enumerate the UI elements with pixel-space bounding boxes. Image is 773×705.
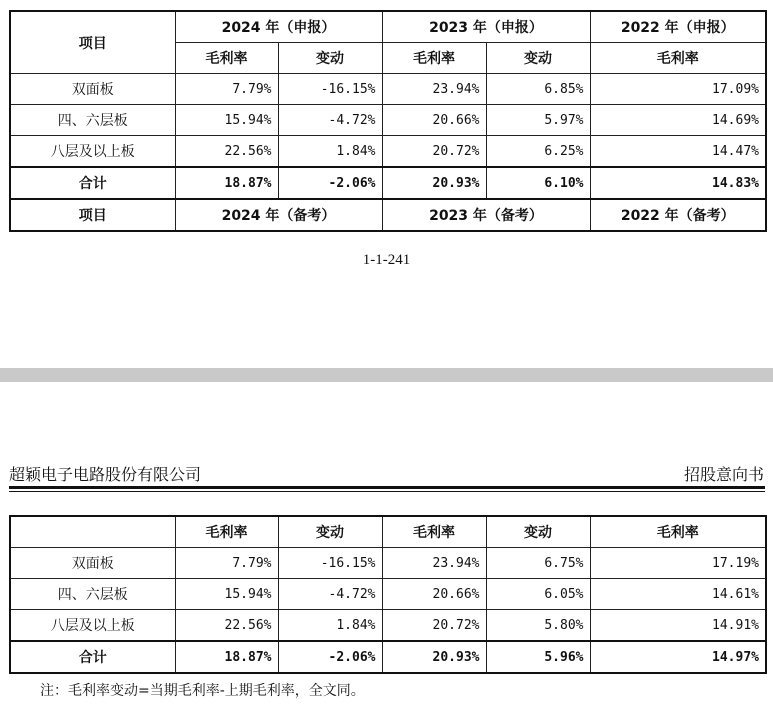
total-value: 14.97% (590, 641, 766, 673)
total-row (10, 641, 766, 673)
cell-value: 6.05% (486, 579, 590, 610)
cell-value: 6.25% (486, 136, 590, 168)
footer-item: 项目 (10, 199, 175, 231)
header-item: 项目 (10, 11, 175, 74)
cell-value: 7.79% (175, 548, 278, 579)
subheader: 毛利率 (175, 43, 278, 74)
cell-value: 14.47% (590, 136, 766, 168)
subheader: 变动 (278, 516, 382, 548)
footer-header-row (10, 199, 766, 231)
cell-value: -16.15% (278, 74, 382, 105)
row-label: 八层及以上板 (10, 610, 175, 642)
table-row (10, 548, 766, 579)
page-number: 1-1-241 (362, 252, 411, 268)
total-value: 18.87% (175, 167, 278, 199)
header-rule-thick (9, 486, 765, 489)
page-gap (0, 368, 773, 382)
cell-value: 15.94% (175, 579, 278, 610)
table-row (10, 74, 766, 105)
subheader: 变动 (486, 516, 590, 548)
header-rule-thin (9, 491, 765, 492)
cell-value: 20.66% (382, 105, 486, 136)
footnote: 注：毛利率变动=当期毛利率-上期毛利率，全文同。 (40, 683, 365, 699)
table-row (10, 579, 766, 610)
cell-value: -16.15% (278, 548, 382, 579)
cell-value: 20.66% (382, 579, 486, 610)
header-year-2022: 2022 年（申报） (590, 11, 766, 43)
footer-year-2024: 2024 年（备考） (175, 199, 382, 231)
cell-value: 1.84% (278, 610, 382, 642)
total-label: 合计 (10, 167, 175, 199)
total-value: 18.87% (175, 641, 278, 673)
header-empty (10, 516, 175, 548)
cell-value: 15.94% (175, 105, 278, 136)
cell-value: 22.56% (175, 610, 278, 642)
header-year-2024: 2024 年（申报） (175, 11, 382, 43)
cell-value: 20.72% (382, 610, 486, 642)
total-label: 合计 (10, 641, 175, 673)
cell-value: 23.94% (382, 74, 486, 105)
cell-value: -4.72% (278, 105, 382, 136)
cell-value: -4.72% (278, 579, 382, 610)
row-label: 四、六层板 (10, 579, 175, 610)
total-row (10, 167, 766, 199)
row-label: 双面板 (10, 548, 175, 579)
subheader: 毛利率 (382, 516, 486, 548)
cell-value: 17.09% (590, 74, 766, 105)
cell-value: 23.94% (382, 548, 486, 579)
cell-value: 22.56% (175, 136, 278, 168)
total-value: 6.10% (486, 167, 590, 199)
total-value: 14.83% (590, 167, 766, 199)
cell-value: 17.19% (590, 548, 766, 579)
company-name: 超颖电子电路股份有限公司 (9, 465, 202, 484)
cell-value: 20.72% (382, 136, 486, 168)
row-label: 八层及以上板 (10, 136, 175, 168)
cell-value: 6.85% (486, 74, 590, 105)
margin-table-pro-forma (9, 515, 767, 674)
cell-value: 6.75% (486, 548, 590, 579)
subheader: 变动 (486, 43, 590, 74)
subheader: 毛利率 (590, 43, 766, 74)
row-label: 双面板 (10, 74, 175, 105)
subheader: 毛利率 (175, 516, 278, 548)
table-row (10, 105, 766, 136)
cell-value: 1.84% (278, 136, 382, 168)
cell-value: 5.97% (486, 105, 590, 136)
footer-year-2023: 2023 年（备考） (382, 199, 590, 231)
subheader: 变动 (278, 43, 382, 74)
margin-table-declared (9, 10, 767, 232)
total-value: 20.93% (382, 167, 486, 199)
cell-value: 14.91% (590, 610, 766, 642)
cell-value: 5.80% (486, 610, 590, 642)
row-label: 四、六层板 (10, 105, 175, 136)
header-year-2023: 2023 年（申报） (382, 11, 590, 43)
document-type: 招股意向书 (683, 465, 764, 484)
total-value: 5.96% (486, 641, 590, 673)
total-value: -2.06% (278, 167, 382, 199)
subheader: 毛利率 (590, 516, 766, 548)
subheader: 毛利率 (382, 43, 486, 74)
total-value: -2.06% (278, 641, 382, 673)
table-row (10, 610, 766, 642)
cell-value: 14.61% (590, 579, 766, 610)
cell-value: 7.79% (175, 74, 278, 105)
table-row (10, 136, 766, 168)
cell-value: 14.69% (590, 105, 766, 136)
total-value: 20.93% (382, 641, 486, 673)
footer-year-2022: 2022 年（备考） (590, 199, 766, 231)
